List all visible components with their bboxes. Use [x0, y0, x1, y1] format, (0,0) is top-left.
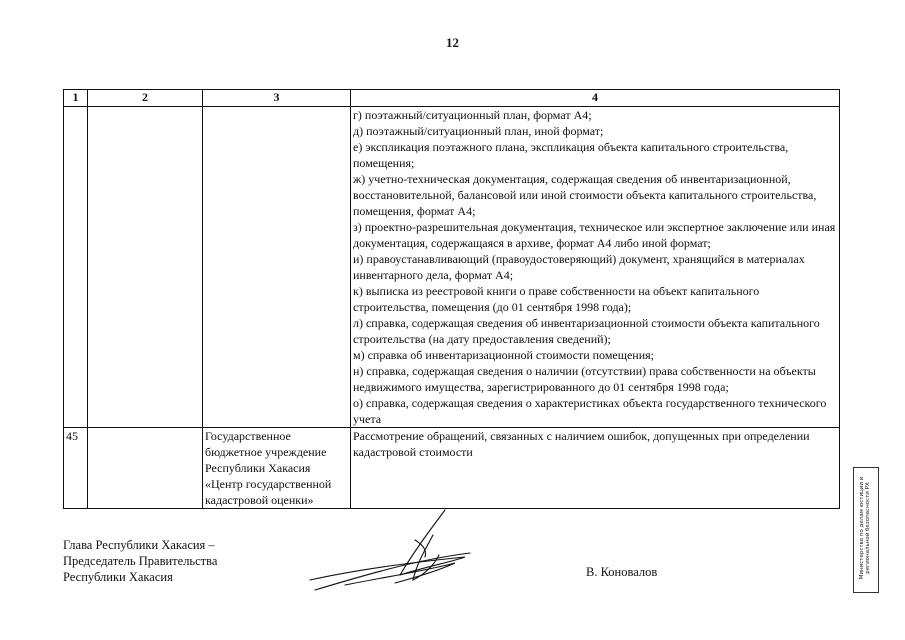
list-item: ж) учетно-техническая документация, содержащая сведения об инвентаризационной, восстановительной, балансовой или иной стоимости объекта капитального строительства, помещения, формат А4; — [353, 172, 817, 218]
column-header-1: 1 — [64, 90, 88, 107]
cell-document-list — [351, 107, 840, 428]
stamp-text: Министерство по делам юстиции и региональной безопасности РХ — [859, 476, 871, 580]
cell-col2 — [88, 428, 203, 509]
signatory-position — [63, 537, 217, 585]
registration-stamp — [853, 467, 879, 593]
column-header-3: 3 — [203, 90, 351, 107]
cell-service: Рассмотрение обращений, связанных с наличием ошибок, допущенных при определении кадастровой стоимости — [351, 428, 840, 509]
table-header-row — [64, 90, 840, 107]
services-table — [63, 89, 840, 509]
position-line: Председатель Правительства — [63, 554, 218, 568]
list-item: л) справка, содержащая сведения об инвентаризационной стоимости объекта капитального строительства (на дату предоставления сведений); — [353, 316, 820, 346]
list-item: з) проектно-разрешительная документация, техническое или экспертное заключение или иная документация, содержащаяся в архиве, формат А4 либо иной формат; — [353, 220, 836, 250]
table-row-continuation — [64, 107, 840, 428]
list-item: м) справка об инвентаризационной стоимости помещения; — [353, 348, 655, 362]
position-line: Республики Хакасия — [63, 570, 173, 584]
handwritten-signature — [305, 505, 505, 600]
cell-number — [64, 107, 88, 428]
page-number: 12 — [446, 35, 459, 50]
list-item: и) правоустанавливающий (правоудостоверяющий) документ, хранящийся в материалах инвентарного дела, формат А4; — [353, 252, 805, 282]
cell-organization — [203, 107, 351, 428]
list-item: н) справка, содержащая сведения о наличии (отсутствии) права собственности на объекты недвижимого имущества, зарегистрированного до 01 сентября 1998 года; — [353, 364, 816, 394]
column-header-2: 2 — [88, 90, 203, 107]
column-header-4: 4 — [351, 90, 840, 107]
list-item: е) экспликация поэтажного плана, экспликация объекта капитального строительства, помещения; — [353, 140, 789, 170]
cell-organization: Государственное бюджетное учреждение Республики Хакасия «Центр государственной кадастровой оценки» — [203, 428, 351, 509]
position-line: Глава Республики Хакасия – — [63, 538, 215, 552]
list-item: о) справка, содержащая сведения о характеристиках объекта государственного технического учета — [353, 396, 827, 426]
table-row-45 — [64, 428, 840, 509]
cell-col2 — [88, 107, 203, 428]
signer-name: В. Коновалов — [586, 565, 658, 579]
list-item: д) поэтажный/ситуационный план, иной формат; — [353, 124, 604, 138]
list-item: г) поэтажный/ситуационный план, формат А4; — [353, 108, 592, 122]
cell-number: 45 — [64, 428, 88, 509]
list-item: к) выписка из реестровой книги о праве собственности на объект капитального строительства, помещения (до 01 сентября 1998 года); — [353, 284, 760, 314]
